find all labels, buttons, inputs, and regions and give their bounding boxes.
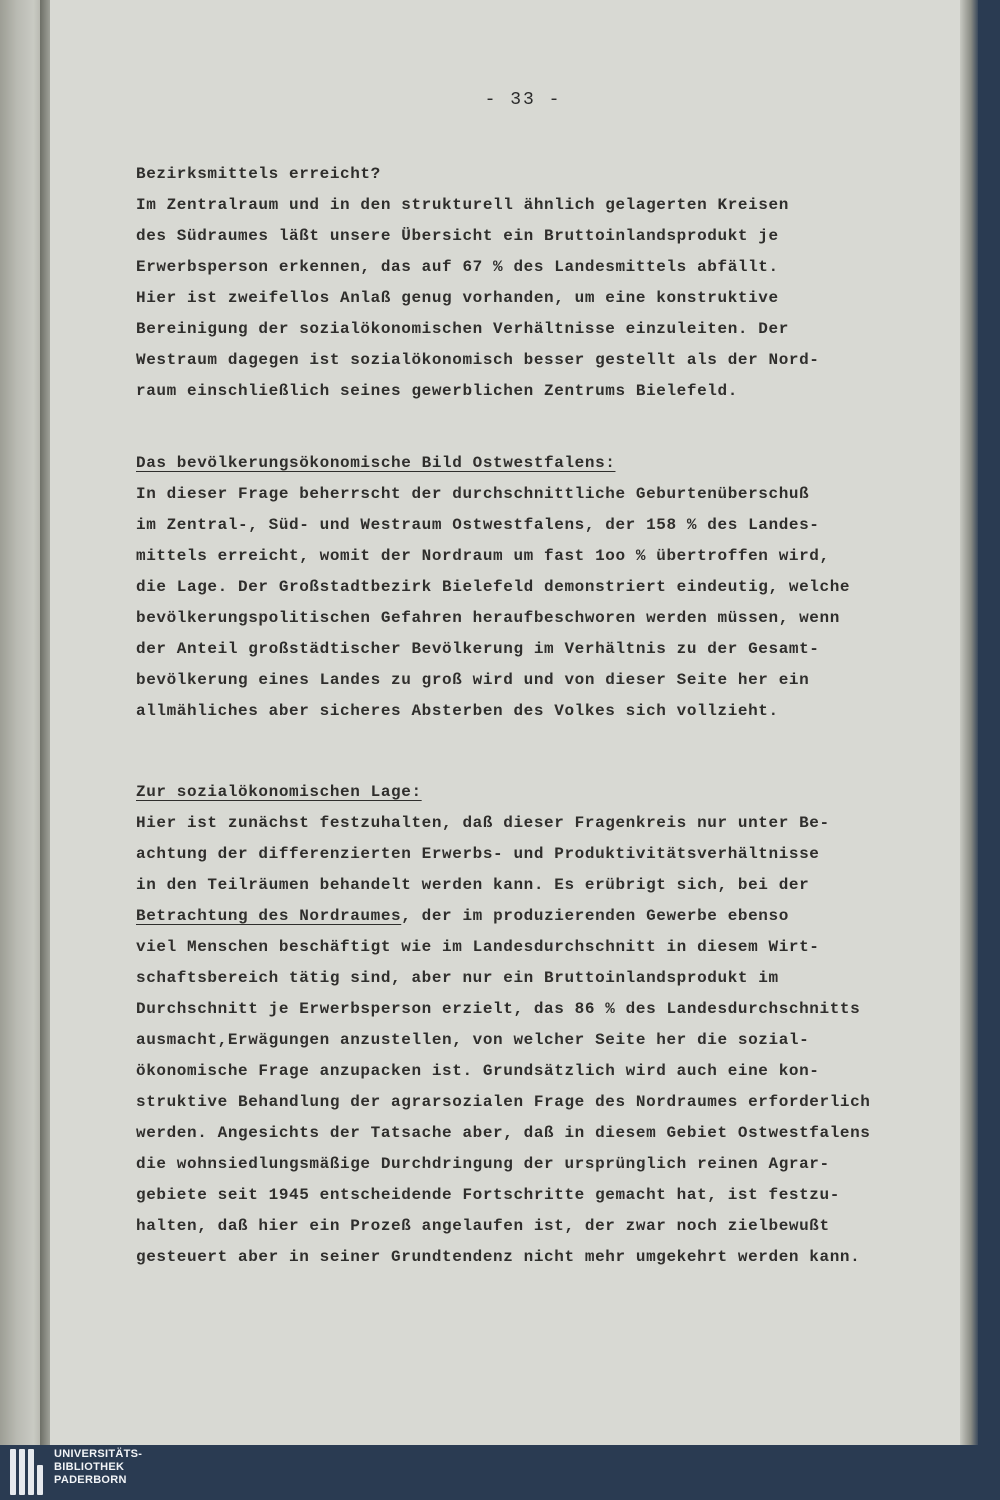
library-logo-icon	[10, 1449, 50, 1497]
text-line	[136, 907, 789, 925]
text-line: bevölkerungspolitischen Gefahren heraufbeschworen werden müssen, wenn	[136, 609, 840, 627]
text-line: Durchschnitt je Erwerbsperson erzielt, das 86 % des Landesdurchschnitts	[136, 1000, 861, 1018]
text-line-rest: , der im produzierenden Gewerbe ebenso	[401, 907, 789, 925]
library-logo-line: UNIVERSITÄTS-	[54, 1448, 143, 1460]
text-line: struktive Behandlung der agrarsozialen Frage des Nordraumes erforderlich	[136, 1093, 871, 1111]
text-line: achtung der differenzierten Erwerbs- und Produktivitätsverhältnisse	[136, 845, 820, 863]
text-line: die wohnsiedlungsmäßige Durchdringung der ursprünglich reinen Agrar-	[136, 1155, 830, 1173]
text-line: im Zentral-, Süd- und Westraum Ostwestfalens, der 158 % des Landes-	[136, 516, 820, 534]
text-line: Bereinigung der sozialökonomischen Verhältnisse einzuleiten. Der	[136, 320, 789, 338]
text-line: ökonomische Frage anzupacken ist. Grundsätzlich wird auch eine kon-	[136, 1062, 820, 1080]
text-line: schaftsbereich tätig sind, aber nur ein Bruttoinlandsprodukt im	[136, 969, 779, 987]
facing-page-edge	[0, 0, 42, 1445]
text-line: Westraum dagegen ist sozialökonomisch besser gestellt als der Nord-	[136, 351, 820, 369]
text-line: halten, daß hier ein Prozeß angelaufen ist, der zwar noch zielbewußt	[136, 1217, 830, 1235]
underlined-phrase: Betrachtung des Nordraumes	[136, 907, 402, 925]
text-line: allmähliches aber sicheres Absterben des Volkes sich vollzieht.	[136, 702, 779, 720]
document-page	[50, 0, 960, 1445]
text-line: viel Menschen beschäftigt wie im Landesdurchschnitt in diesem Wirt-	[136, 938, 820, 956]
text-line: Hier ist zweifellos Anlaß genug vorhanden, um eine konstruktive	[136, 289, 779, 307]
text-line: bevölkerung eines Landes zu groß wird und von dieser Seite her ein	[136, 671, 810, 689]
library-logo-line: BIBLIOTHEK	[54, 1461, 125, 1473]
section-heading: Das bevölkerungsökonomische Bild Ostwestfalens:	[136, 454, 616, 472]
section-heading: Zur sozialökonomischen Lage:	[136, 783, 422, 801]
text-line: des Südraumes läßt unsere Übersicht ein Bruttoinlandsprodukt je	[136, 227, 779, 245]
text-line: in den Teilräumen behandelt werden kann. Es erübrigt sich, bei der	[136, 876, 810, 894]
text-line: Erwerbsperson erkennen, das auf 67 % des Landesmittels abfällt.	[136, 258, 779, 276]
text-line: ausmacht,Erwägungen anzustellen, von welcher Seite her die sozial-	[136, 1031, 810, 1049]
text-line: Bezirksmittels erreicht?	[136, 165, 381, 183]
library-logo-text	[54, 1448, 142, 1487]
text-line: gesteuert aber in seiner Grundtendenz nicht mehr umgekehrt werden kann.	[136, 1248, 861, 1266]
text-line: der Anteil großstädtischer Bevölkerung im Verhältnis zu der Gesamt-	[136, 640, 820, 658]
library-logo	[0, 1445, 1000, 1500]
text-line: Hier ist zunächst festzuhalten, daß dieser Fragenkreis nur unter Be-	[136, 814, 830, 832]
text-line: werden. Angesichts der Tatsache aber, daß in diesem Gebiet Ostwestfalens	[136, 1124, 871, 1142]
text-line: In dieser Frage beherrscht der durchschnittliche Geburtenüberschuß	[136, 485, 810, 503]
text-line: gebiete seit 1945 entscheidende Fortschritte gemacht hat, ist festzu-	[136, 1186, 840, 1204]
text-line: die Lage. Der Großstadtbezirk Bielefeld demonstriert eindeutig, welche	[136, 578, 851, 596]
page-right-edge	[960, 0, 978, 1445]
library-logo-line: PADERBORN	[54, 1474, 127, 1486]
text-line: mittels erreicht, womit der Nordraum um fast 1oo % übertroffen wird,	[136, 547, 830, 565]
text-line: Im Zentralraum und in den strukturell ähnlich gelagerten Kreisen	[136, 196, 789, 214]
page-number: - 33 -	[484, 90, 562, 110]
text-line: raum einschließlich seines gewerblichen Zentrums Bielefeld.	[136, 382, 738, 400]
